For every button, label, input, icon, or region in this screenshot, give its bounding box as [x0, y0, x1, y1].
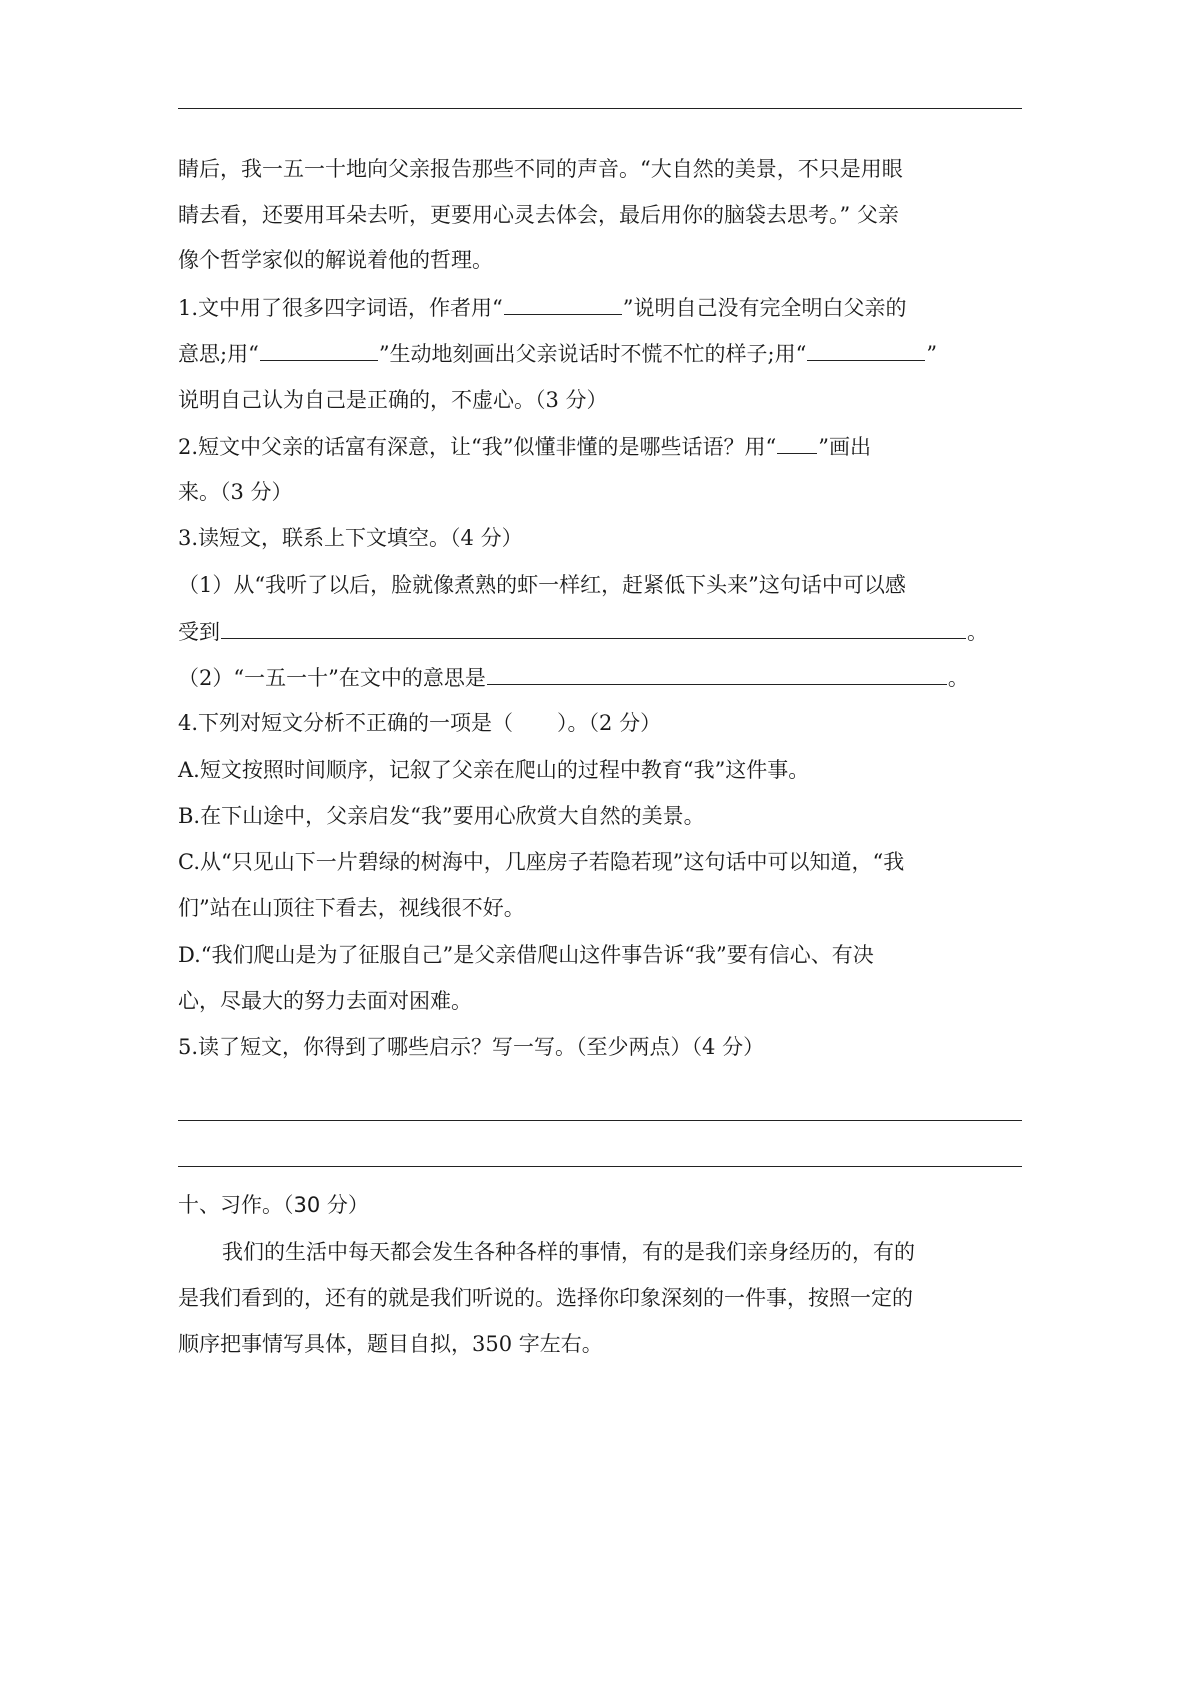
section-10-line-2: 是我们看到的，还有的就是我们听说的。选择你印象深刻的一件事，按照一定的	[178, 1286, 913, 1310]
question-3-sub1-line-1: （1）从“我听了以后，脸就像煮熟的虾一样红，赶紧低下头来”这句话中可以感	[178, 573, 906, 597]
question-4-text-b: ）。（2 分）	[557, 711, 662, 735]
question-3-sub1-line-2	[178, 616, 1024, 647]
top-rule	[178, 108, 1022, 109]
question-3-sub1-end: 。	[967, 620, 988, 644]
option-c-line-2: 们”站在山顶往下看去，视线很不好。	[178, 896, 525, 920]
answer-blank-3[interactable]	[807, 338, 925, 361]
answer-blank-5[interactable]	[487, 662, 947, 685]
question-3-sub2-end: 。	[947, 666, 969, 690]
question-1-line-1	[178, 292, 1024, 323]
section-10-line-3: 顺序把事情写具体，题目自拟，350 字左右。	[178, 1332, 603, 1356]
question-2-text-b: ”画出	[818, 435, 871, 459]
option-b: B.在下山途中，父亲启发“我”要用心欣赏大自然的美景。	[178, 804, 705, 828]
question-3-sub2-line	[178, 662, 1024, 693]
passage-line-3: 像个哲学家似的解说着他的哲理。	[178, 248, 493, 272]
question-1-text-d: ”生动地刻画出父亲说话时不慌不忙的样子;用“	[378, 342, 807, 366]
answer-blank-1[interactable]	[504, 292, 622, 315]
option-d-line-1: D.“我们爬山是为了征服自己”是父亲借爬山这件事告诉“我”要有信心、有决	[178, 943, 874, 967]
passage-line-1: 睛后，我一五一十地向父亲报告那些不同的声音。“大自然的美景，不只是用眼	[178, 157, 903, 181]
question-2-line-1	[178, 431, 1024, 462]
answer-line-2[interactable]	[178, 1166, 1022, 1167]
question-3-sub2-text: （2）“一五一十”在文中的意思是	[178, 666, 486, 690]
section-10-title: 十、习作。（30 分）	[178, 1193, 369, 1217]
passage-line-2: 睛去看，还要用耳朵去听，更要用心灵去体会，最后用你的脑袋去思考。” 父亲	[178, 203, 899, 227]
question-2-text-a: 2.短文中父亲的话富有深意，让“我”似懂非懂的是哪些话语？用“	[178, 435, 777, 459]
question-1-text-a: 1.文中用了很多四字词语，作者用“	[178, 296, 503, 320]
underline-sample	[777, 431, 817, 454]
question-5-stem: 5.读了短文，你得到了哪些启示？写一写。（至少两点）（4 分）	[178, 1035, 765, 1059]
answer-line-1[interactable]	[178, 1120, 1022, 1121]
question-4-stem	[178, 708, 1024, 738]
question-3-sub1-text: 受到	[178, 620, 220, 644]
answer-blank-2[interactable]	[260, 338, 378, 361]
question-4-text-a: 4.下列对短文分析不正确的一项是（	[178, 711, 514, 735]
option-a: A.短文按照时间顺序，记叙了父亲在爬山的过程中教育“我”这件事。	[178, 758, 810, 782]
question-2-line-2: 来。（3 分）	[178, 480, 293, 504]
question-1-text-b: ”说明自己没有完全明白父亲的	[622, 296, 907, 320]
question-1-line-3: 说明自己认为自己是正确的，不虚心。（3 分）	[178, 388, 608, 412]
option-d-line-2: 心，尽最大的努力去面对困难。	[178, 989, 472, 1013]
question-3-title: 3.读短文，联系上下文填空。（4 分）	[178, 526, 523, 550]
question-1-line-2	[178, 338, 1024, 369]
question-1-text-e: ”	[926, 342, 938, 366]
section-10-line-1: 我们的生活中每天都会发生各种各样的事情，有的是我们亲身经历的，有的	[222, 1240, 915, 1264]
question-1-text-c: 意思;用“	[178, 342, 259, 366]
option-c-line-1: C.从“只见山下一片碧绿的树海中，几座房子若隐若现”这句话中可以知道，“我	[178, 850, 905, 874]
answer-blank-4[interactable]	[221, 616, 966, 639]
